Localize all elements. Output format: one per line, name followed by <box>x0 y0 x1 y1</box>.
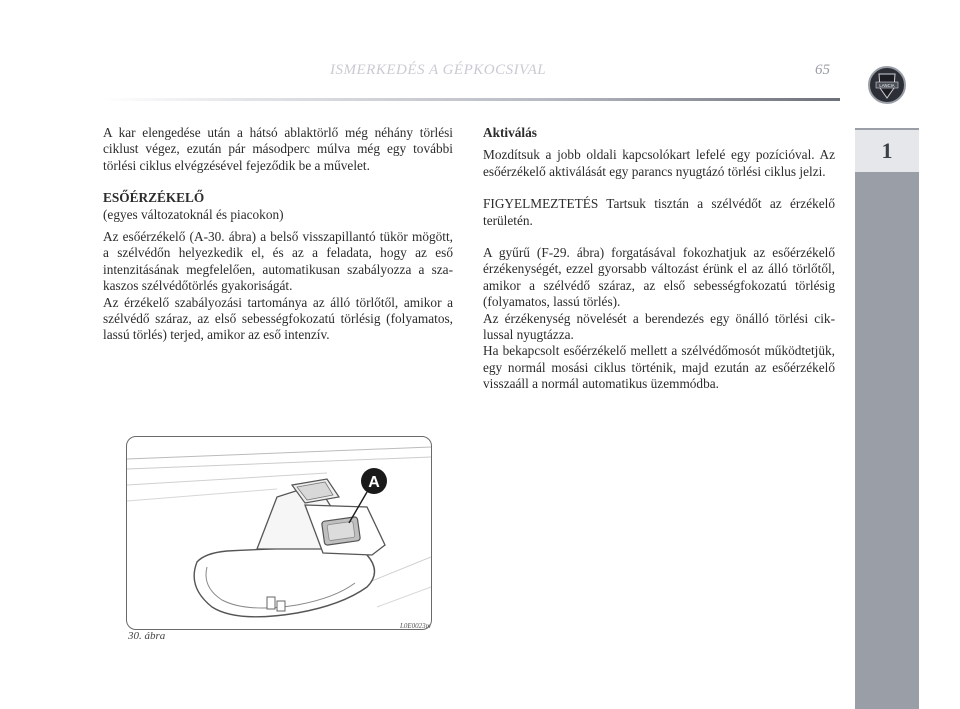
rain-sensor-heading: ESŐÉRZÉKELŐ <box>103 190 205 206</box>
callout-marker-label: A <box>368 474 380 491</box>
rain-sensor-paragraph-1: Az esőérzékelő (A-30. ábra) a belső visszapillantó tükör mögött, a szélvédőn helyezkedik el, és az a feladata, hogy az eső intenzitásának megfelelően, automatikusan szabályozza a szakaszos szélvédőtörlés gyakoriságát. <box>103 229 453 294</box>
confirmation-paragraph: Az érzékenység növelését a berendezés egy önálló törlési ciklussal nyugtázza. <box>483 310 835 343</box>
chapter-side-tab <box>855 42 919 709</box>
intro-paragraph: A kar elengedése után a hátsó ablaktörlő még néhány törlési ciklust végez, ezután pár másodperc múlva még egy további törlési ciklus elvégzésével fejeződik be a művelet. <box>103 125 453 173</box>
rain-sensor-figure <box>126 436 432 630</box>
header-divider <box>100 98 840 101</box>
svg-text:LANCIA: LANCIA <box>879 83 895 88</box>
rain-sensor-subheading: (egyes változatoknál és piacokon) <box>103 206 284 222</box>
brand-logo <box>855 42 919 128</box>
activation-heading: Aktiválás <box>483 125 537 140</box>
page-number: 65 <box>815 62 830 78</box>
rain-sensor-paragraph-2: Az érzékelő szabályozási tartománya az álló törlőtől, amikor a szélvédő száraz, az első sebességfokozatú törlésig (folyamatos, lassú törlés) terjed, amikor az eső intenzív. <box>103 294 453 343</box>
warning-paragraph: FIGYELMEZTETÉS Tartsuk tisztán a szélvédőt az érzékelő területén. <box>483 196 835 228</box>
right-text-column <box>483 125 835 393</box>
figure-caption: 30. ábra <box>128 630 166 642</box>
figure-code: L0E0023m <box>400 622 431 630</box>
rearview-mirror-illustration <box>127 437 431 629</box>
lancia-shield-icon <box>867 65 907 105</box>
sensitivity-paragraph: A gyűrű (F-29. ábra) forgatásával fokozhatjuk az esőérzékelő érzékenységét, ezzel gyorsabb változást érünk el az álló törlőtől, amikor a szélvédő száraz, az első sebességfokozatú törlésig (folyamatos, lassú törlés). <box>483 245 835 310</box>
left-text-column <box>103 125 453 344</box>
washer-paragraph: Ha bekapcsolt esőérzékelő mellett a szélvédőmosót működtetjük, egy normál mosási ciklus történik, majd ezután az esőérzékelő visszaáll a normál automatikus üzemmódba. <box>483 343 835 392</box>
activation-paragraph-1: Mozdítsuk a jobb oldali kapcsolókart lefelé egy pozícióval. Az esőérzékelő aktiválását egy parancs nyugtázó törlési ciklus jelzi. <box>483 147 835 179</box>
chapter-number: 1 <box>855 130 919 172</box>
running-header-title: ISMERKEDÉS A GÉPKOCSIVAL <box>330 62 547 78</box>
